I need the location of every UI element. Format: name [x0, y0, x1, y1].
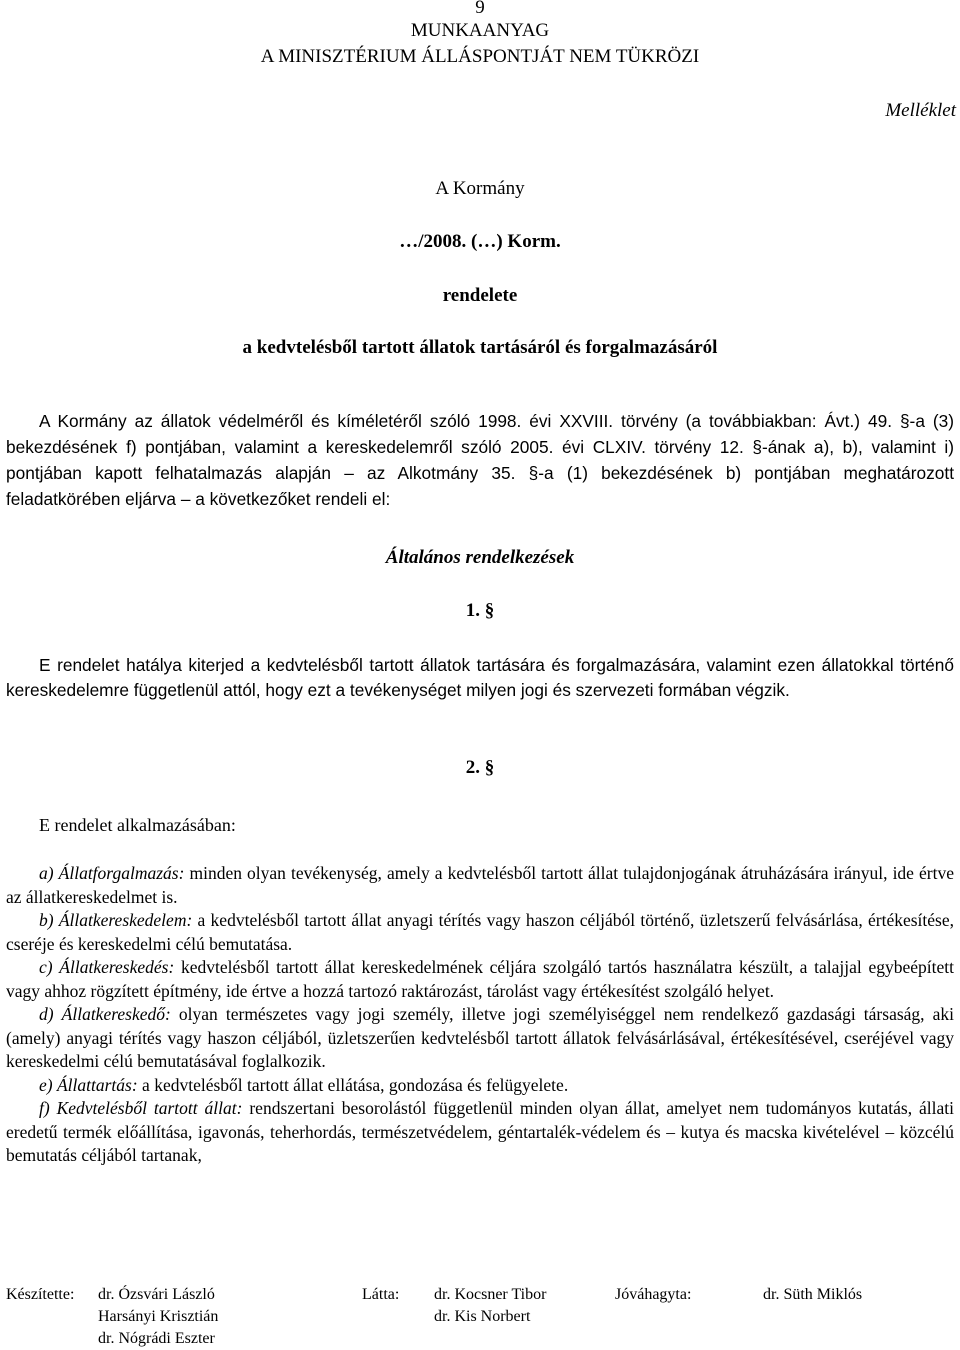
- section-1-text: E rendelet hatálya kiterjed a kedvtelésből tartott állatok tartására és forgalmazására, valamint ezen állatokkal történő kereskedelemre függetlenül attól, hogy ezt a tevékenységet milyen jogi és szervezeti formában végzik.: [6, 655, 954, 700]
- decree-type: rendelete: [442, 285, 518, 306]
- definition-term: e) Állattartás:: [39, 1074, 138, 1095]
- definition-item: [6, 1074, 954, 1098]
- definition-item: [6, 862, 954, 909]
- preparer-name: Harsányi Krisztián: [98, 1308, 219, 1325]
- preamble: A Kormány az állatok védelméről és kíméletéről szóló 1998. évi XXVIII. törvény (a továbbiakban: Ávt.) 49. §-a (3) bekezdésének f) pontjában, valamint a kereskedelemről szóló 2005. évi CLXIV. törvény 12. §-ának a), b), valamint i) pontjában kapott felhatalmazás alapján – az Alkotmány 35. §-a (1) bekezdésének b) pontjában meghatározott feladatkörében eljárva – a következőket rendeli el:: [6, 411, 954, 509]
- definition-text: minden olyan tevékenység, amely a kedvtelésből tartott állat tulajdonjogának átruházására irányul, ide értve az állatkereskedelmet is.: [6, 863, 954, 907]
- definition-item: [6, 1097, 954, 1168]
- section-2-number: 2. §: [465, 757, 495, 778]
- decree-number: …/2008. (…) Korm.: [399, 231, 561, 252]
- definition-term: b) Állatkereskedelem:: [39, 910, 193, 930]
- section-title: Általános rendelkezések: [385, 547, 575, 568]
- definition-text: kedvtelésből tartott állat kereskedelmének céljára szolgáló tartós használatra készült, a talajjal egybeépített vagy ahhoz rögzített építmény, ide értve a hozzá tartozó raktározást, tárolást vagy értékesítést szolgáló helyet.: [6, 957, 954, 1001]
- definition-text: rendszertani besorolástól függetlenül minden olyan állat, amelyet nem tudományos kutatás, állati eredetű termék előállítása, igavonás, teherhordás, természetvédelem, géntartalék-védelem és – kutya és macska kivételével – közcélú bemutatás céljából tartanak,: [6, 1098, 954, 1165]
- annex-label: Melléklet: [885, 100, 956, 121]
- page-number: 9: [475, 0, 485, 18]
- definition-item: [6, 1003, 954, 1074]
- reviewer-name: dr. Kis Norbert: [434, 1308, 531, 1325]
- definition-term: c) Állatkereskedés:: [39, 957, 175, 977]
- preparer-name: dr. Nógrádi Eszter: [98, 1330, 215, 1347]
- preparer-name: dr. Ózsvári László: [98, 1286, 215, 1303]
- draft-header: MUNKAANYAG: [410, 20, 550, 41]
- reviewer-name: dr. Kocsner Tibor: [434, 1286, 547, 1303]
- prepared-by-list: [98, 1284, 218, 1350]
- definitions-list: [6, 862, 954, 1168]
- definition-text: olyan természetes vagy jogi személy, illetve jogi személyiséggel nem rendelkező gazdasági társaság, aki (amely) anyagi térítés vagy haszon céljából, üzletszerűen kedvtelésből tartott állatok felvásárlásával, értékesítésével, cseréjével vagy kereskedelmi célú bemutatásával foglalkozik.: [6, 1004, 954, 1071]
- definition-term: d) Állatkereskedő:: [39, 1004, 171, 1024]
- disclaimer-header: A MINISZTÉRIUM ÁLLÁSPONTJÁT NEM TÜKRÖZI: [260, 46, 700, 67]
- seen-label: Látta:: [362, 1286, 400, 1303]
- approved-label: Jóváhagyta:: [615, 1286, 692, 1303]
- definition-text: a kedvtelésből tartott állat anyagi térítés vagy haszon céljából történő, üzletszerű felvásárlása, értékesítése, cseréje és kereskedelmi célú bemutatása.: [6, 910, 954, 954]
- decree-title: a kedvtelésből tartott állatok tartásáról és forgalmazásáról: [242, 337, 718, 358]
- section-2-intro: E rendelet alkalmazásában:: [39, 815, 236, 835]
- approver-name: dr. Süth Miklós: [763, 1286, 863, 1303]
- seen-by-list: [434, 1284, 546, 1328]
- decree-issuer: A Kormány: [435, 178, 525, 199]
- definition-text: a kedvtelésből tartott állat ellátása, gondozása és felügyelete.: [137, 1074, 569, 1095]
- definition-term: f) Kedvtelésből tartott állat:: [39, 1098, 243, 1118]
- section-1-number: 1. §: [465, 600, 495, 621]
- definition-item: [6, 909, 954, 956]
- prepared-label: Készítette:: [6, 1286, 75, 1303]
- definition-term: a) Állatforgalmazás:: [39, 863, 185, 883]
- definition-item: [6, 956, 954, 1003]
